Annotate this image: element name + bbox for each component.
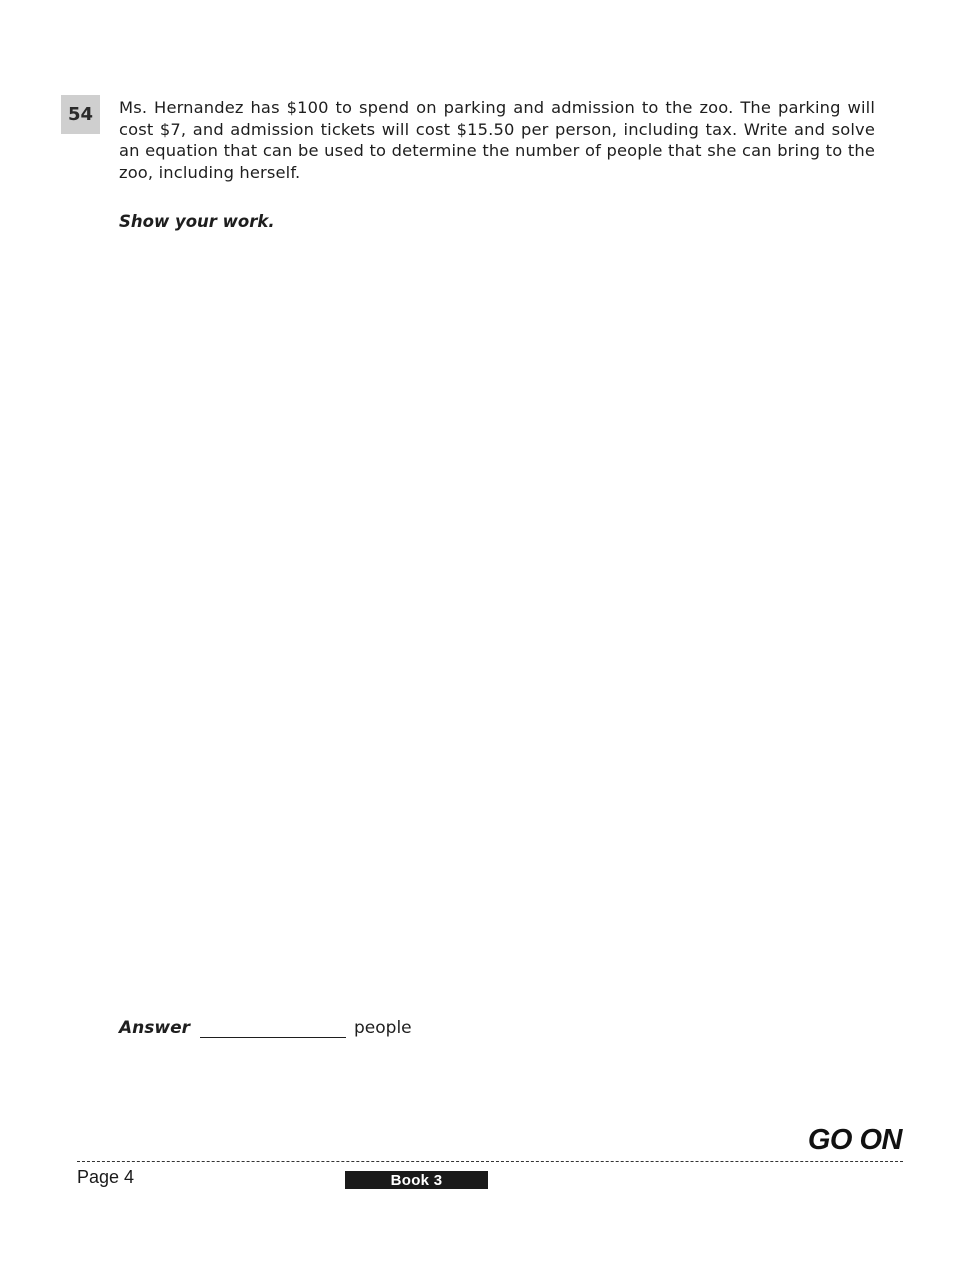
footer-divider bbox=[77, 1161, 903, 1162]
answer-blank[interactable] bbox=[200, 1018, 346, 1038]
answer-unit: people bbox=[354, 1018, 412, 1038]
show-work-instruction: Show your work. bbox=[119, 212, 275, 231]
question-prompt: Ms. Hernandez has $100 to spend on parking and admission to the zoo. The parking will cost $7, and admission tickets will cost $15.50 per person, including tax. Write and solve an equation that can be used to determine the number of people that she can bring to the zoo, including herself. bbox=[119, 98, 875, 182]
question-number: 54 bbox=[67, 104, 94, 125]
go-on-label: GO ON bbox=[807, 1124, 902, 1156]
answer-row bbox=[119, 1018, 412, 1038]
answer-label: Answer bbox=[119, 1018, 190, 1038]
page-number: Page 4 bbox=[77, 1167, 135, 1187]
question-number-badge bbox=[61, 95, 100, 134]
book-label: Book 3 bbox=[345, 1171, 488, 1189]
